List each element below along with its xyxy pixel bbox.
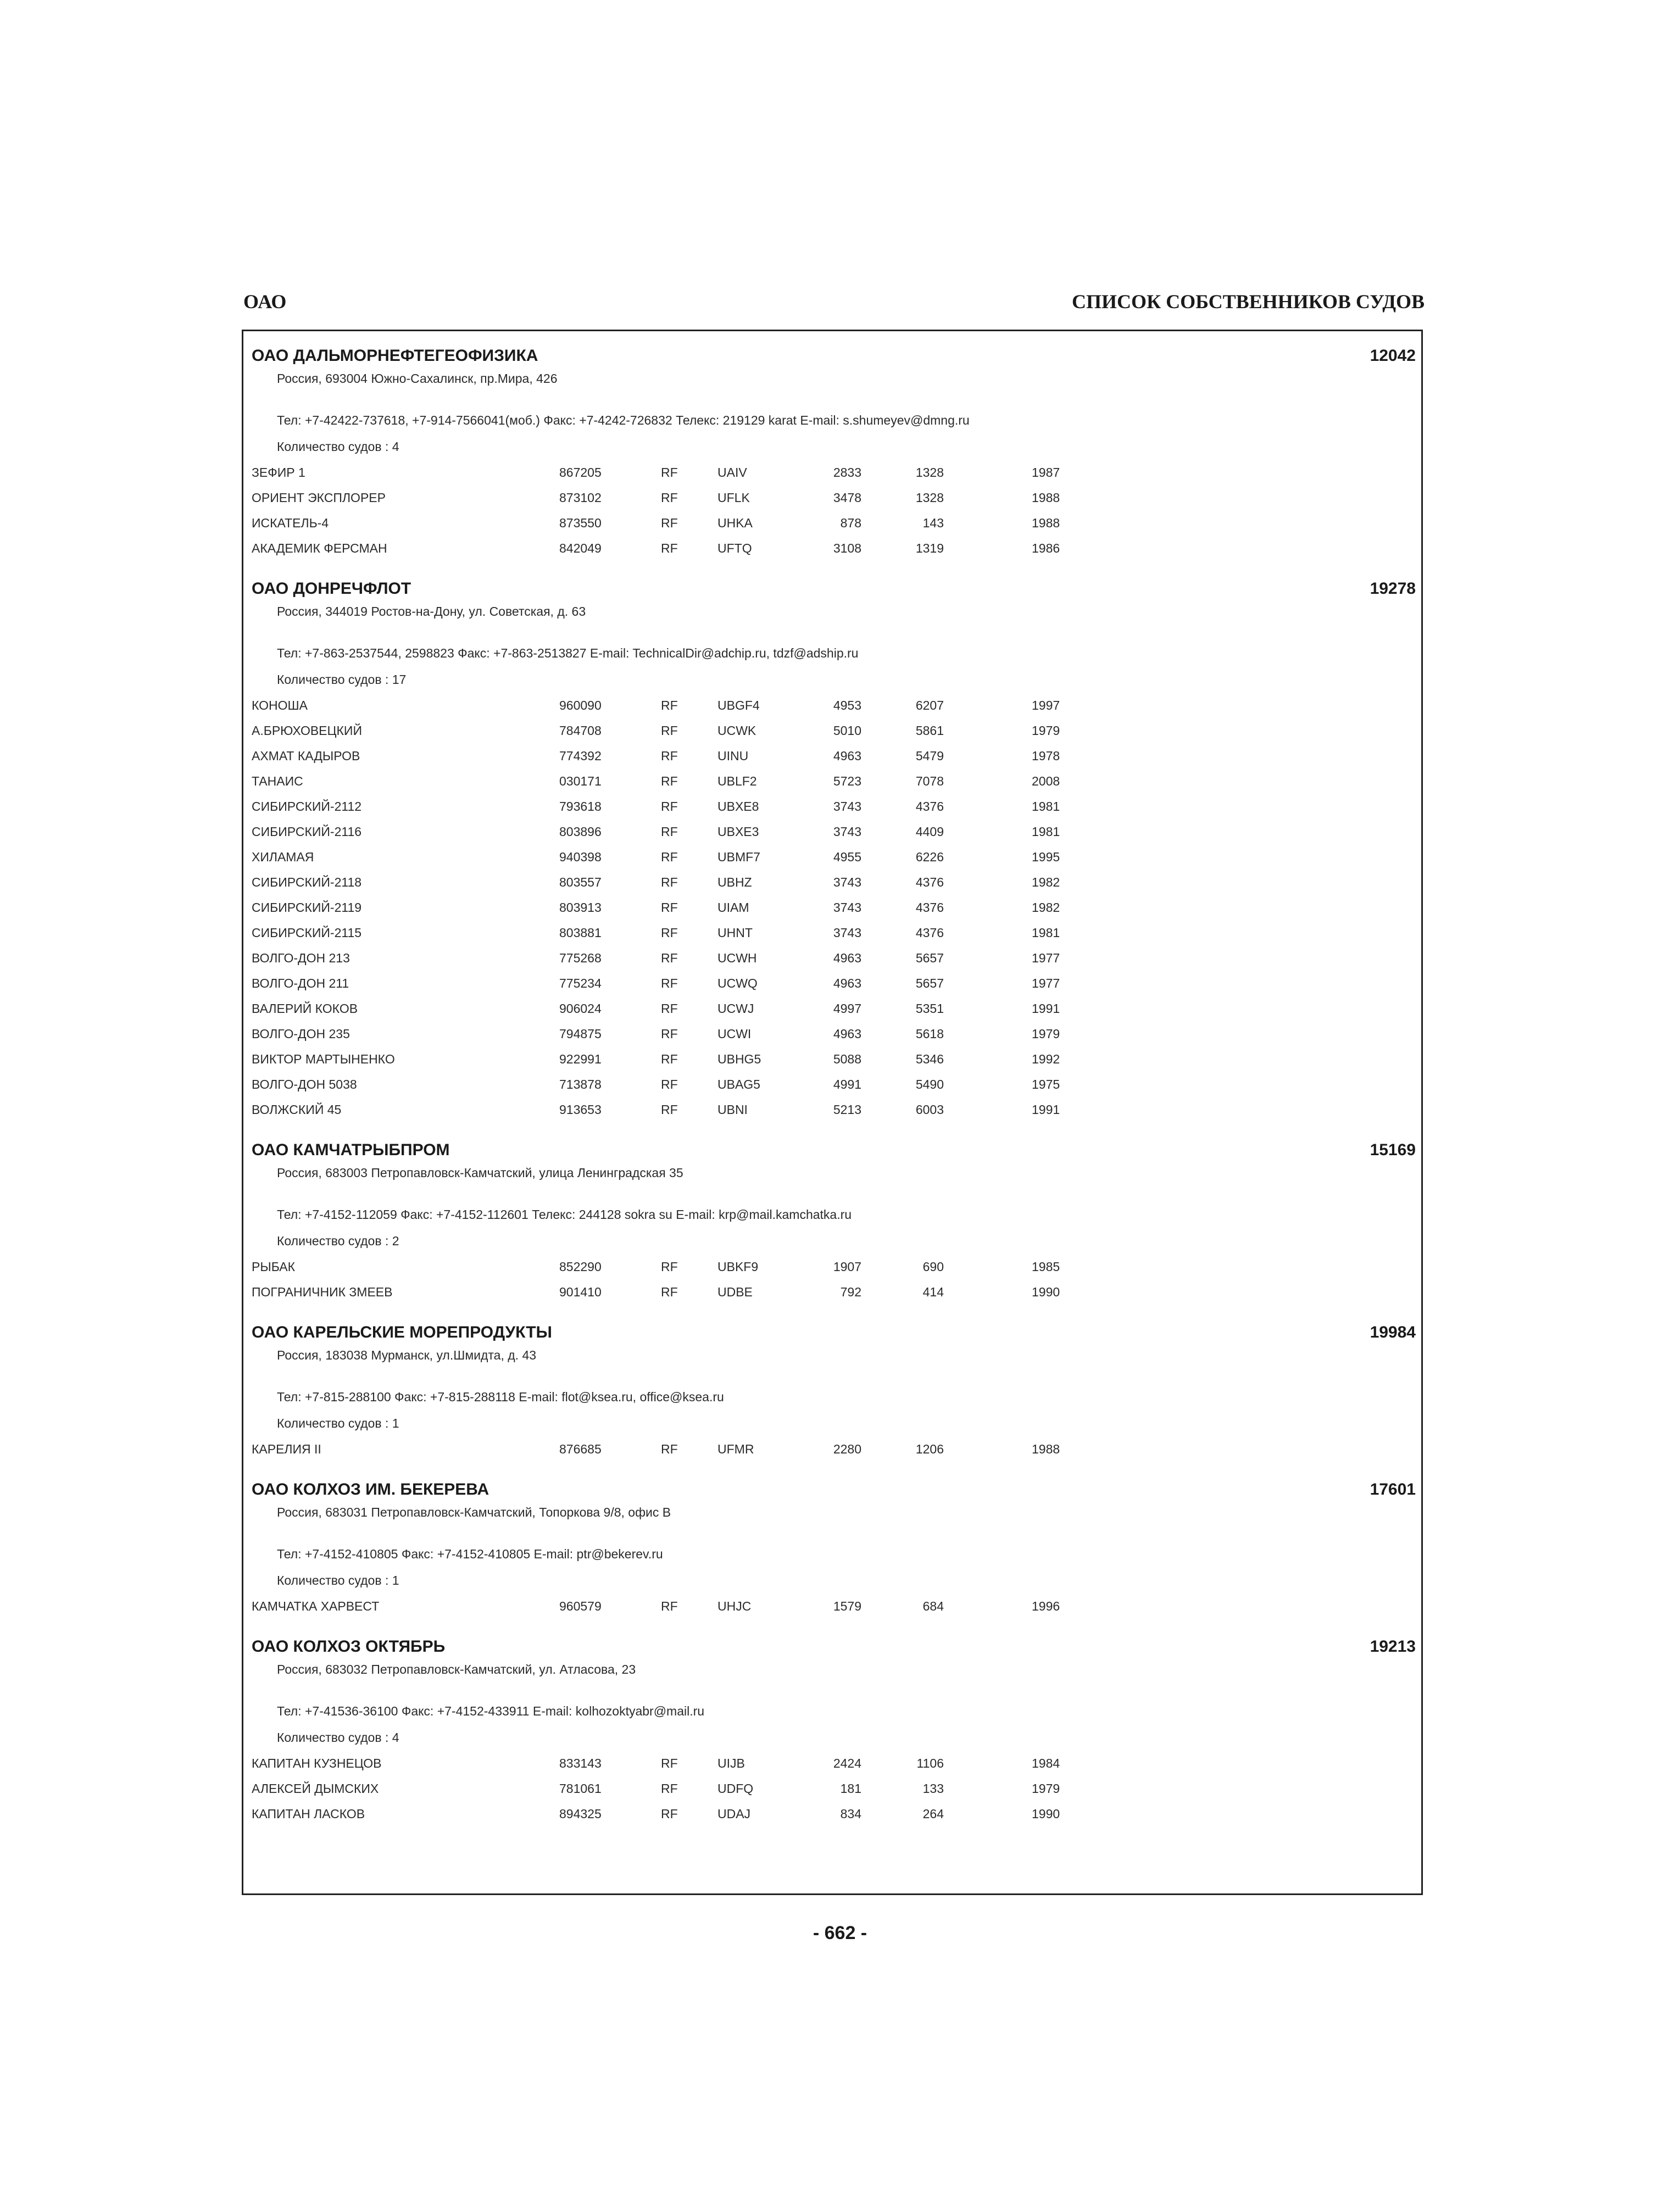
vessel-flag: RF	[661, 516, 678, 530]
company-header	[252, 1132, 1416, 1160]
vessel-row	[252, 460, 1416, 485]
vessel-callsign: UBXE8	[717, 799, 759, 814]
vessel-number: 775268	[559, 951, 602, 965]
vessel-flag: RF	[661, 825, 678, 839]
vessel-callsign: UCWH	[717, 951, 757, 965]
company-contacts: Тел: +7-41536-36100 Факс: +7-4152-433911 E-mail: kolhozoktyabr@mail.ru	[277, 1704, 705, 1718]
page-number: - 662 -	[813, 1923, 867, 1943]
vessel-tonnage: 4409	[915, 825, 944, 839]
vessel-number: 922991	[559, 1052, 602, 1066]
vessel-year: 1990	[1032, 1285, 1060, 1299]
vessel-tonnage: 1206	[915, 1442, 944, 1456]
vessel-callsign: UDBE	[717, 1285, 753, 1299]
vessel-year: 1981	[1032, 799, 1060, 814]
vessel-number: 794875	[559, 1027, 602, 1041]
vessel-name: ПОГРАНИЧНИК ЗМЕЕВ	[252, 1285, 393, 1299]
company-contacts: Тел: +7-4152-410805 Факс: +7-4152-410805 E-mail: ptr@bekerev.ru	[277, 1547, 663, 1561]
vessel-year: 1996	[1032, 1599, 1060, 1613]
company-code: 17601	[1370, 1480, 1416, 1498]
vessel-deadweight: 4953	[833, 698, 861, 712]
vessel-name: ИСКАТЕЛЬ-4	[252, 516, 329, 530]
vessel-callsign: UIAM	[717, 900, 749, 915]
vessel-name: ОРИЕНТ ЭКСПЛОРЕР	[252, 491, 386, 505]
vessel-tonnage: 5346	[915, 1052, 944, 1066]
vessel-callsign: UDAJ	[717, 1807, 751, 1821]
vessel-tonnage: 133	[922, 1781, 944, 1796]
vessel-number: 793618	[559, 799, 602, 814]
vessel-name: ВАЛЕРИЙ КОКОВ	[252, 1001, 358, 1016]
vessel-row	[252, 1072, 1416, 1097]
vessel-number: 833143	[559, 1756, 602, 1770]
company-code: 12042	[1370, 347, 1416, 365]
vessel-row	[252, 536, 1416, 561]
company-header	[252, 571, 1416, 598]
vessel-number: 873550	[559, 516, 602, 530]
vessel-tonnage: 143	[922, 516, 944, 530]
header-left-label: ОАО	[243, 291, 287, 313]
vessel-flag: RF	[661, 951, 678, 965]
vessel-year: 1975	[1032, 1077, 1060, 1091]
company-header	[252, 1314, 1416, 1342]
company-contacts: Тел: +7-815-288100 Факс: +7-815-288118 E-mail: flot@ksea.ru, office@ksea.ru	[277, 1390, 724, 1404]
vessel-tonnage: 5657	[915, 951, 944, 965]
company-name: ОАО КАМЧАТРЫБПРОМ	[252, 1141, 450, 1159]
vessel-callsign: UBMF7	[717, 850, 760, 864]
vessel-tonnage: 414	[922, 1285, 944, 1299]
company-entry	[252, 1629, 1416, 1826]
vessel-tonnage: 4376	[915, 926, 944, 940]
vessel-deadweight: 3743	[833, 799, 861, 814]
vessel-year: 1982	[1032, 875, 1060, 889]
vessel-tonnage: 264	[922, 1807, 944, 1821]
vessel-name: ВИКТОР МАРТЫНЕНКО	[252, 1052, 395, 1066]
vessel-number: 876685	[559, 1442, 602, 1456]
vessel-tonnage: 684	[922, 1599, 944, 1613]
company-name: ОАО ДОНРЕЧФЛОТ	[252, 580, 411, 598]
vessel-deadweight: 5213	[833, 1102, 861, 1117]
vessel-flag: RF	[661, 900, 678, 915]
company-entry	[252, 571, 1416, 1122]
vessel-number: 913653	[559, 1102, 602, 1117]
vessel-row	[252, 794, 1416, 819]
vessel-name: АЛЕКСЕЙ ДЫМСКИХ	[252, 1781, 379, 1796]
vessel-row	[252, 1776, 1416, 1801]
vessel-deadweight: 2424	[833, 1756, 861, 1770]
vessel-row	[252, 844, 1416, 870]
vessel-year: 1979	[1032, 1027, 1060, 1041]
vessel-callsign: UDFQ	[717, 1781, 754, 1796]
vessel-flag: RF	[661, 976, 678, 990]
vessel-number: 803913	[559, 900, 602, 915]
vessel-number: 803896	[559, 825, 602, 839]
vessel-flag: RF	[661, 698, 678, 712]
company-address: Россия, 683032 Петропавловск-Камчатский, ул. Атласова, 23	[277, 1662, 636, 1676]
vessel-name: СИБИРСКИЙ-2112	[252, 799, 362, 814]
vessel-deadweight: 5010	[833, 723, 861, 738]
vessel-deadweight: 834	[840, 1807, 861, 1821]
company-entry	[252, 1472, 1416, 1619]
vessel-flag: RF	[661, 1781, 678, 1796]
vessel-year: 1988	[1032, 491, 1060, 505]
company-header	[252, 1472, 1416, 1499]
vessel-number: 873102	[559, 491, 602, 505]
vessel-deadweight: 3108	[833, 541, 861, 555]
company-address: Россия, 683003 Петропавловск-Камчатский, улица Ленинградская 35	[277, 1166, 683, 1180]
vessel-callsign: UFLK	[717, 491, 750, 505]
vessel-flag: RF	[661, 926, 678, 940]
vessel-name: РЫБАК	[252, 1260, 296, 1274]
vessel-number: 713878	[559, 1077, 602, 1091]
vessel-row	[252, 1279, 1416, 1305]
vessel-callsign: UCWK	[717, 723, 756, 738]
vessel-callsign: UBNI	[717, 1102, 748, 1117]
vessel-deadweight: 3743	[833, 825, 861, 839]
vessel-tonnage: 7078	[915, 774, 944, 788]
company-entry	[252, 1314, 1416, 1462]
vessel-year: 1981	[1032, 825, 1060, 839]
vessel-tonnage: 5861	[915, 723, 944, 738]
vessel-name: АХМАТ КАДЫРОВ	[252, 749, 360, 763]
vessel-callsign: UBAG5	[717, 1077, 760, 1091]
vessel-row	[252, 971, 1416, 996]
vessel-callsign: UBGF4	[717, 698, 760, 712]
vessel-tonnage: 4376	[915, 900, 944, 915]
vessel-year: 1997	[1032, 698, 1060, 712]
vessel-tonnage: 1328	[915, 465, 944, 480]
vessel-deadweight: 5723	[833, 774, 861, 788]
vessel-callsign: UFTQ	[717, 541, 752, 555]
vessel-number: 774392	[559, 749, 602, 763]
vessel-tonnage: 5657	[915, 976, 944, 990]
vessel-year: 1990	[1032, 1807, 1060, 1821]
vessel-flag: RF	[661, 1260, 678, 1274]
vessel-count: Количество судов : 2	[277, 1234, 399, 1248]
vessel-flag: RF	[661, 774, 678, 788]
vessel-row	[252, 1801, 1416, 1826]
vessel-callsign: UCWJ	[717, 1001, 754, 1016]
vessel-row	[252, 945, 1416, 971]
vessel-name: ВОЛГО-ДОН 5038	[252, 1077, 357, 1091]
vessel-row	[252, 1751, 1416, 1776]
vessel-flag: RF	[661, 541, 678, 555]
vessel-deadweight: 1579	[833, 1599, 861, 1613]
vessel-count: Количество судов : 17	[277, 672, 407, 687]
vessel-name: КАПИТАН ЛАСКОВ	[252, 1807, 365, 1821]
vessel-deadweight: 2833	[833, 465, 861, 480]
company-header	[252, 1629, 1416, 1656]
vessel-callsign: UINU	[717, 749, 749, 763]
vessel-number: 030171	[559, 774, 602, 788]
vessel-flag: RF	[661, 1052, 678, 1066]
company-header	[252, 338, 1416, 365]
vessel-row	[252, 895, 1416, 920]
vessel-deadweight: 3478	[833, 491, 861, 505]
vessel-callsign: UHJC	[717, 1599, 752, 1613]
vessel-deadweight: 2280	[833, 1442, 861, 1456]
vessel-year: 1977	[1032, 951, 1060, 965]
vessel-deadweight: 3743	[833, 900, 861, 915]
vessel-count: Количество судов : 4	[277, 1730, 399, 1745]
vessel-callsign: UCWI	[717, 1027, 752, 1041]
vessel-name: ВОЛЖСКИЙ 45	[252, 1102, 342, 1117]
vessel-row	[252, 1594, 1416, 1619]
vessel-deadweight: 4997	[833, 1001, 861, 1016]
company-address: Россия, 344019 Ростов-на-Дону, ул. Советская, д. 63	[277, 604, 586, 619]
vessel-year: 1979	[1032, 1781, 1060, 1796]
vessel-year: 1985	[1032, 1260, 1060, 1274]
vessel-year: 1988	[1032, 1442, 1060, 1456]
vessel-name: ВОЛГО-ДОН 213	[252, 951, 350, 965]
vessel-year: 1981	[1032, 926, 1060, 940]
vessel-callsign: UIJB	[717, 1756, 745, 1770]
vessel-deadweight: 3743	[833, 875, 861, 889]
vessel-name: А.БРЮХОВЕЦКИЙ	[252, 723, 362, 738]
vessel-deadweight: 4963	[833, 749, 861, 763]
vessel-flag: RF	[661, 749, 678, 763]
vessel-tonnage: 4376	[915, 875, 944, 889]
vessel-row	[252, 718, 1416, 743]
company-entry	[252, 1132, 1416, 1305]
vessel-year: 1995	[1032, 850, 1060, 864]
vessel-flag: RF	[661, 1001, 678, 1016]
vessel-name: КОНОША	[252, 698, 308, 712]
vessel-number: 803881	[559, 926, 602, 940]
company-contacts: Тел: +7-4152-112059 Факс: +7-4152-112601 Телекс: 244128 sokra su E-mail: krp@mail.kamchatka.ru	[277, 1207, 852, 1222]
vessel-name: СИБИРСКИЙ-2119	[252, 900, 362, 915]
vessel-deadweight: 4963	[833, 1027, 861, 1041]
vessel-deadweight: 4963	[833, 951, 861, 965]
vessel-number: 960090	[559, 698, 602, 712]
company-code: 19984	[1370, 1323, 1416, 1341]
vessel-name: ТАНАИС	[252, 774, 303, 788]
vessel-tonnage: 5618	[915, 1027, 944, 1041]
vessel-callsign: UHKA	[717, 516, 753, 530]
company-name: ОАО ДАЛЬМОРНЕФТЕГЕОФИЗИКА	[252, 347, 538, 365]
vessel-name: ВОЛГО-ДОН 211	[252, 976, 349, 990]
vessel-deadweight: 181	[840, 1781, 861, 1796]
vessel-year: 1982	[1032, 900, 1060, 915]
vessel-row	[252, 1021, 1416, 1046]
vessel-flag: RF	[661, 1807, 678, 1821]
vessel-callsign: UBLF2	[717, 774, 757, 788]
vessel-tonnage: 6226	[915, 850, 944, 864]
vessel-number: 784708	[559, 723, 602, 738]
vessel-name: СИБИРСКИЙ-2116	[252, 825, 362, 839]
vessel-name: ВОЛГО-ДОН 235	[252, 1027, 350, 1041]
vessel-year: 1979	[1032, 723, 1060, 738]
vessel-deadweight: 792	[840, 1285, 861, 1299]
vessel-name: СИБИРСКИЙ-2118	[252, 875, 362, 889]
vessel-deadweight: 4991	[833, 1077, 861, 1091]
company-name: ОАО КАРЕЛЬСКИЕ МОРЕПРОДУКТЫ	[252, 1323, 552, 1341]
vessel-tonnage: 5479	[915, 749, 944, 763]
vessel-name: КАПИТАН КУЗНЕЦОВ	[252, 1756, 382, 1770]
vessel-year: 1987	[1032, 465, 1060, 480]
vessel-callsign: UAIV	[717, 465, 747, 480]
vessel-year: 2008	[1032, 774, 1060, 788]
vessel-year: 1984	[1032, 1756, 1060, 1770]
vessel-year: 1992	[1032, 1052, 1060, 1066]
vessel-number: 867205	[559, 465, 602, 480]
vessel-row	[252, 743, 1416, 768]
owners-list-frame	[242, 330, 1423, 1895]
vessel-number: 781061	[559, 1781, 602, 1796]
vessel-deadweight: 1907	[833, 1260, 861, 1274]
vessel-row	[252, 1046, 1416, 1072]
vessel-tonnage: 4376	[915, 799, 944, 814]
vessel-row	[252, 1097, 1416, 1122]
vessel-deadweight: 3743	[833, 926, 861, 940]
vessel-flag: RF	[661, 1285, 678, 1299]
vessel-tonnage: 1106	[916, 1756, 944, 1770]
vessel-name: СИБИРСКИЙ-2115	[252, 926, 362, 940]
vessel-row	[252, 693, 1416, 718]
vessel-count: Количество судов : 1	[277, 1573, 399, 1587]
vessel-tonnage: 1319	[915, 541, 944, 555]
vessel-flag: RF	[661, 799, 678, 814]
vessel-year: 1988	[1032, 516, 1060, 530]
vessel-flag: RF	[661, 850, 678, 864]
vessel-number: 960579	[559, 1599, 602, 1613]
vessel-year: 1991	[1032, 1001, 1060, 1016]
vessel-flag: RF	[661, 1077, 678, 1091]
vessel-callsign: UFMR	[717, 1442, 754, 1456]
vessel-number: 852290	[559, 1260, 602, 1274]
vessel-row	[252, 819, 1416, 844]
vessel-number: 894325	[559, 1807, 602, 1821]
vessel-year: 1977	[1032, 976, 1060, 990]
vessel-deadweight: 4963	[833, 976, 861, 990]
header-right-title: СПИСОК СОБСТВЕННИКОВ СУДОВ	[1071, 291, 1425, 313]
company-name: ОАО КОЛХОЗ ИМ. БЕКЕРЕВА	[252, 1480, 489, 1498]
vessel-name: ХИЛАМАЯ	[252, 850, 314, 864]
vessel-callsign: UBHZ	[717, 875, 752, 889]
vessel-number: 940398	[559, 850, 602, 864]
company-address: Россия, 693004 Южно-Сахалинск, пр.Мира, 426	[277, 371, 558, 386]
vessel-callsign: UBHG5	[717, 1052, 761, 1066]
vessel-deadweight: 5088	[833, 1052, 861, 1066]
vessel-year: 1986	[1032, 541, 1060, 555]
company-entry	[252, 338, 1416, 561]
vessel-flag: RF	[661, 875, 678, 889]
vessel-callsign: UHNT	[717, 926, 753, 940]
vessel-tonnage: 690	[922, 1260, 944, 1274]
vessel-row	[252, 1254, 1416, 1279]
company-code: 15169	[1370, 1141, 1416, 1159]
company-code: 19278	[1370, 580, 1416, 598]
vessel-count: Количество судов : 4	[277, 439, 399, 454]
vessel-name: КАМЧАТКА ХАРВЕСТ	[252, 1599, 380, 1613]
vessel-row	[252, 510, 1416, 536]
vessel-number: 901410	[559, 1285, 602, 1299]
vessel-tonnage: 5490	[915, 1077, 944, 1091]
vessel-flag: RF	[661, 1599, 678, 1613]
vessel-flag: RF	[661, 723, 678, 738]
vessel-flag: RF	[661, 465, 678, 480]
vessel-callsign: UBKF9	[717, 1260, 759, 1274]
vessel-row	[252, 920, 1416, 945]
vessel-number: 842049	[559, 541, 602, 555]
vessel-number: 775234	[559, 976, 602, 990]
vessel-tonnage: 1328	[915, 491, 944, 505]
vessel-tonnage: 6207	[915, 698, 944, 712]
company-name: ОАО КОЛХОЗ ОКТЯБРЬ	[252, 1637, 446, 1656]
vessel-year: 1991	[1032, 1102, 1060, 1117]
vessel-flag: RF	[661, 1442, 678, 1456]
vessel-row	[252, 485, 1416, 510]
vessel-name: ЗЕФИР 1	[252, 465, 305, 480]
vessel-deadweight: 878	[840, 516, 861, 530]
vessel-deadweight: 4955	[833, 850, 861, 864]
vessel-name: АКАДЕМИК ФЕРСМАН	[252, 541, 387, 555]
vessel-count: Количество судов : 1	[277, 1416, 399, 1430]
vessel-tonnage: 6003	[915, 1102, 944, 1117]
vessel-number: 906024	[559, 1001, 602, 1016]
company-contacts: Тел: +7-863-2537544, 2598823 Факс: +7-863-2513827 E-mail: TechnicalDir@adchip.ru, tdzf@adship.ru	[277, 646, 859, 660]
company-address: Россия, 183038 Мурманск, ул.Шмидта, д. 43	[277, 1348, 537, 1362]
company-contacts: Тел: +7-42422-737618, +7-914-7566041(моб.) Факс: +7-4242-726832 Телекс: 219129 karat E-mail: s.shumeyev@dmng.ru	[277, 413, 970, 427]
vessel-row	[252, 996, 1416, 1021]
vessel-number: 803557	[559, 875, 602, 889]
company-address: Россия, 683031 Петропавловск-Камчатский, Топоркова 9/8, офис В	[277, 1505, 671, 1519]
vessel-flag: RF	[661, 491, 678, 505]
vessel-row	[252, 870, 1416, 895]
vessel-row	[252, 768, 1416, 794]
vessel-row	[252, 1436, 1416, 1462]
vessel-flag: RF	[661, 1756, 678, 1770]
vessel-callsign: UBXE3	[717, 825, 759, 839]
running-header	[243, 290, 1425, 314]
vessel-flag: RF	[661, 1102, 678, 1117]
vessel-callsign: UCWQ	[717, 976, 758, 990]
vessel-year: 1978	[1032, 749, 1060, 763]
vessel-name: КАРЕЛИЯ II	[252, 1442, 321, 1456]
vessel-flag: RF	[661, 1027, 678, 1041]
vessel-tonnage: 5351	[915, 1001, 944, 1016]
company-code: 19213	[1370, 1637, 1416, 1656]
